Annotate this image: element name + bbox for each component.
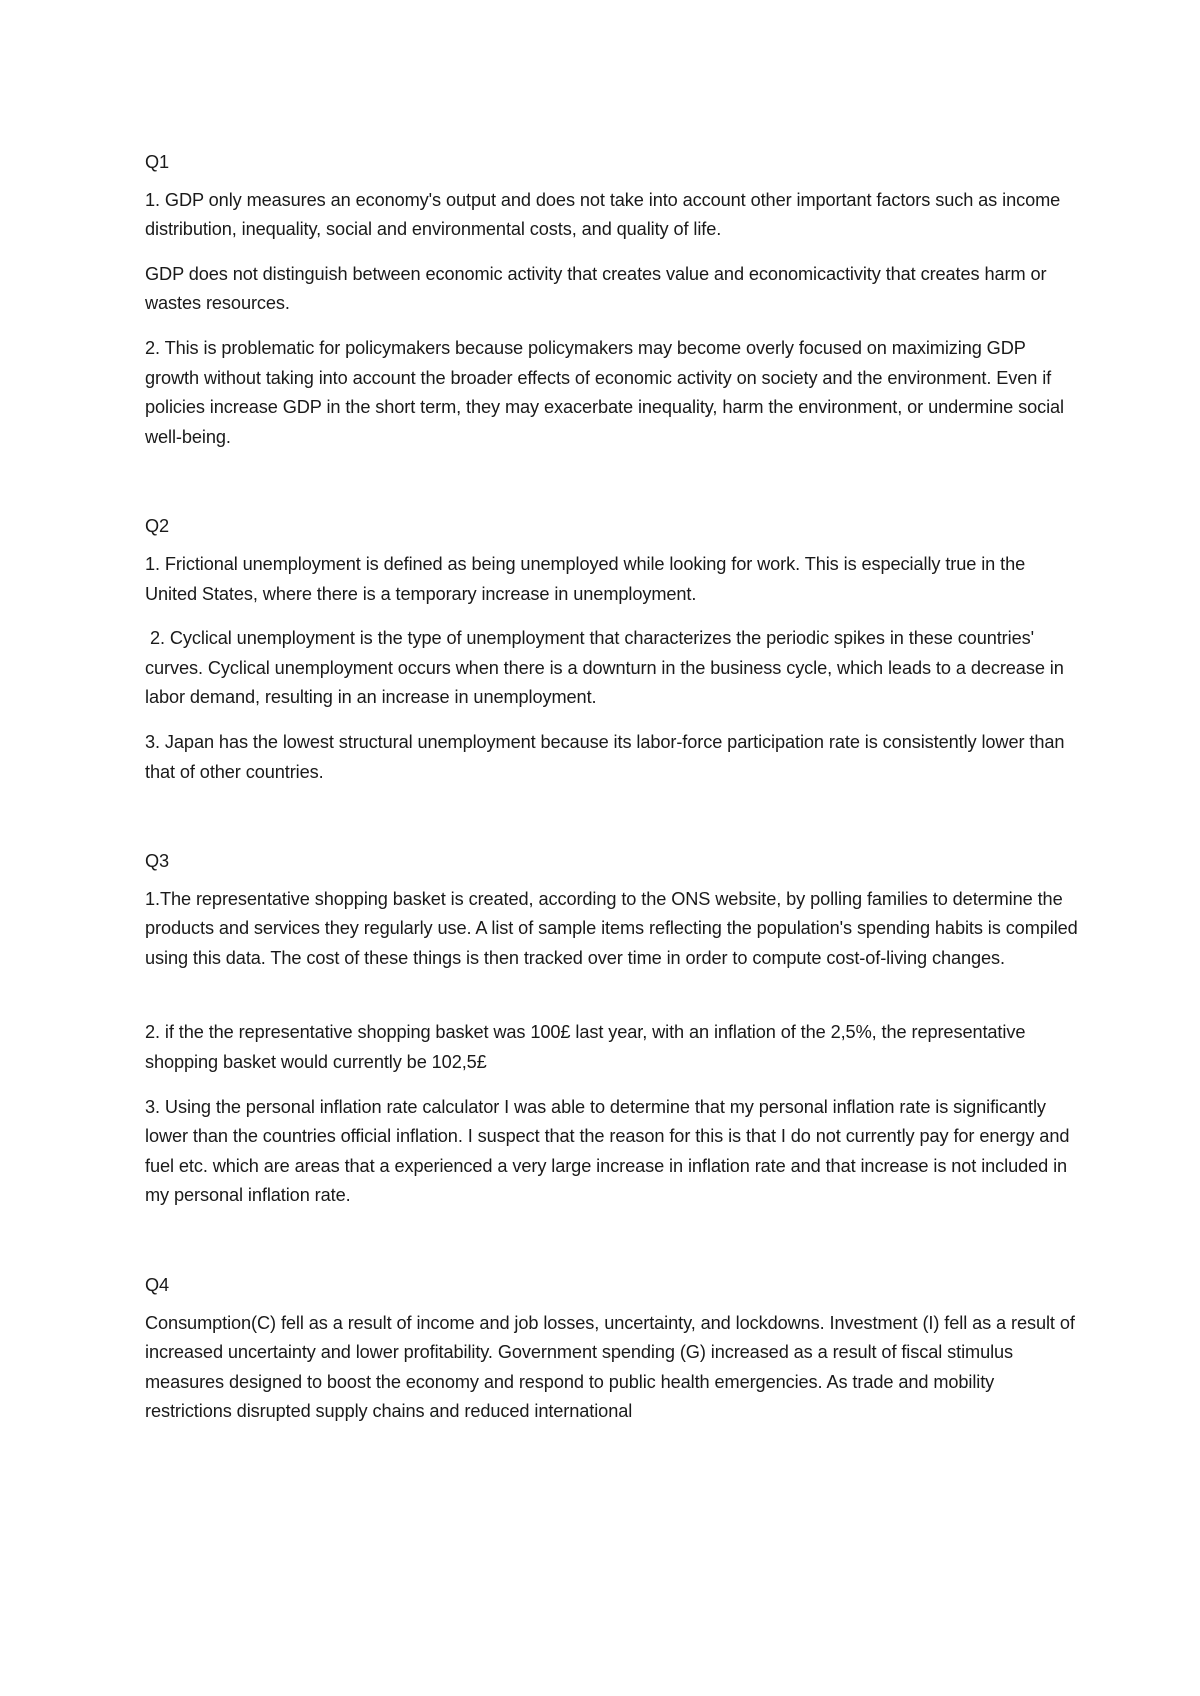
section-spacer: [145, 1226, 1080, 1271]
section-q2: [145, 512, 1080, 787]
section-q1: [145, 148, 1080, 452]
paragraph-spacer: [145, 988, 1080, 1018]
paragraph: 3. Using the personal inflation rate calculator I was able to determine that my personal inflation rate is significantly lower than the countries official inflation. I suspect that the reason for this is that I do not currently pay for energy and fuel etc. which are areas that a experienced a very large increase in inflation rate and that increase is not included in my personal inflation rate.: [145, 1096, 1070, 1206]
document-body: [145, 148, 1080, 1442]
paragraph: GDP does not distinguish between economic activity that creates value and economicactivity that creates harm or wastes resources.: [145, 263, 1047, 314]
paragraph: 3. Japan has the lowest structural unemployment because its labor-force participation rate is consistently lower than that of other countries.: [145, 731, 1065, 782]
paragraph: 2. This is problematic for policymakers because policymakers may become overly focused on maximizing GDP growth without taking into account the broader effects of economic activity on society and the environment. Even if policies increase GDP in the short term, they may exacerbate inequality, harm the environment, or undermine social well-being.: [145, 337, 1064, 447]
section-heading: Q2: [145, 516, 170, 537]
section-heading: Q4: [145, 1275, 170, 1296]
paragraph: 2. Cyclical unemployment is the type of unemployment that characterizes the periodic spikes in these countries' curves. Cyclical unemployment occurs when there is a downturn in the business cycle, which leads to a decrease in labor demand, resulting in an increase in unemployment.: [145, 628, 1069, 708]
paragraph: 1. GDP only measures an economy's output and does not take into account other important factors such as income distribution, inequality, social and environmental costs, and quality of life.: [145, 189, 1061, 240]
section-spacer: [145, 467, 1080, 512]
section-heading: Q3: [145, 851, 170, 872]
section-q3: [145, 847, 1080, 1211]
section-heading: Q1: [145, 152, 170, 172]
paragraph: 1. Frictional unemployment is defined as being unemployed while looking for work. This is especially true in the United States, where there is a temporary increase in unemployment.: [145, 553, 1026, 604]
section-spacer: [145, 802, 1080, 847]
paragraph: 1.The representative shopping basket is created, according to the ONS website, by polling families to determine the products and services they regularly use. A list of sample items reflecting the population's spending habits is compiled using this data. The cost of these things is then tracked over time in order to compute cost-of-living changes.: [145, 888, 1078, 968]
section-q4: [145, 1271, 1080, 1427]
paragraph: 2. if the the representative shopping basket was 100£ last year, with an inflation of the 2,5%, the representative shopping basket would currently be 102,5£: [145, 1022, 1026, 1073]
paragraph: Consumption(C) fell as a result of income and job losses, uncertainty, and lockdowns. Investment (I) fell as a result of increased uncertainty and lower profitability. Government spending (G) increased as a result of fiscal stimulus measures designed to boost the economy and respond to public health emergencies. As trade and mobility restrictions disrupted supply chains and reduced international: [145, 1312, 1075, 1422]
